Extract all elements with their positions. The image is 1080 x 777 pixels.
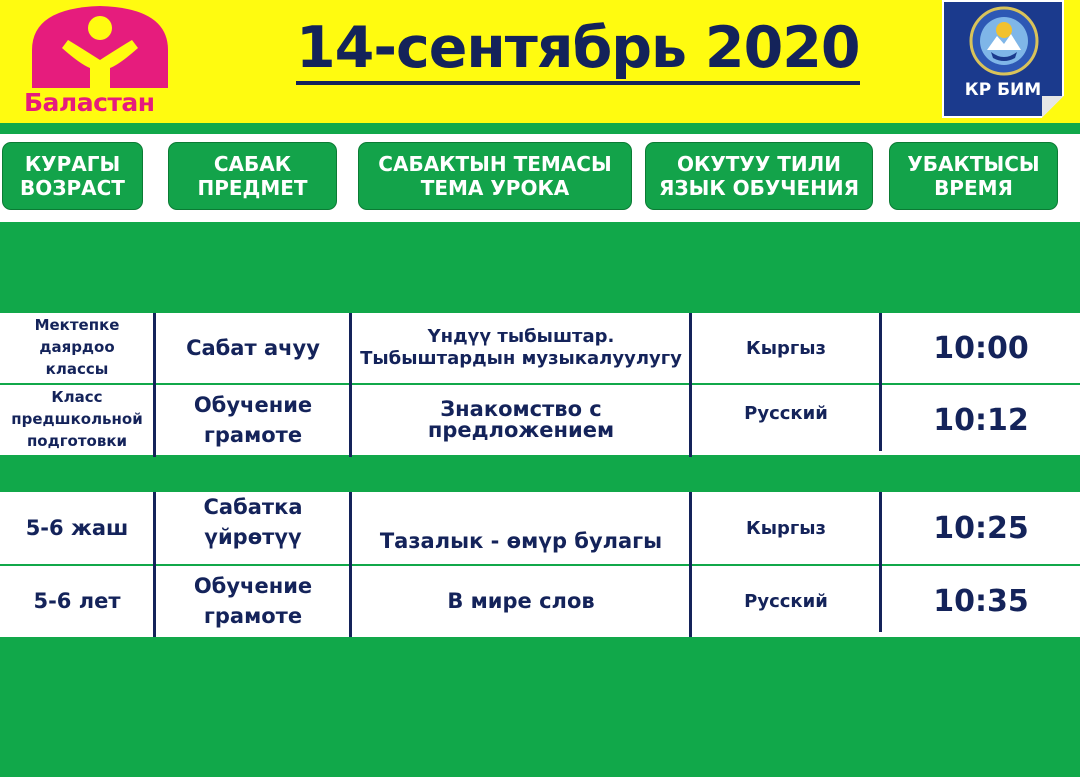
- language-cell: [692, 492, 880, 564]
- topic-cell: [352, 492, 690, 564]
- topic-line: В мире слов: [447, 588, 595, 613]
- topic-cell: [352, 385, 690, 455]
- column-header-line: ТЕМА УРОКА: [420, 176, 570, 200]
- age-line: предшкольной: [11, 410, 143, 429]
- subject-cell: [156, 385, 350, 455]
- column-header-line: ЯЗЫК ОБУЧЕНИЯ: [658, 176, 859, 200]
- table-row: [0, 313, 1080, 385]
- topic-line: Знакомство с: [440, 397, 602, 421]
- topic-line: предложением: [427, 418, 615, 442]
- column-header-line: УБАКТЫСЫ: [907, 151, 1040, 176]
- subject-line: үйрөтүү: [204, 525, 302, 550]
- age-cell: [0, 566, 154, 636]
- age-line: 5-6 лет: [33, 589, 121, 613]
- subject-line: Обучение: [193, 573, 313, 598]
- time-cell: [882, 566, 1080, 636]
- page-fold: [1042, 96, 1064, 118]
- time-value: 10:35: [933, 583, 1029, 619]
- ministry-label: КР БИМ: [964, 80, 1042, 100]
- time-cell: [882, 313, 1080, 383]
- table-row: [0, 492, 1080, 566]
- column-divider: [879, 492, 882, 632]
- column-divider: [153, 313, 156, 457]
- column-divider: [349, 492, 352, 637]
- age-cell: [0, 313, 154, 383]
- column-divider: [349, 313, 352, 457]
- column-header-language: [645, 142, 873, 210]
- time-cell: [882, 492, 1080, 564]
- subject-line: Обучение: [193, 392, 313, 417]
- language-value: Русский: [744, 403, 828, 424]
- age-cell: [0, 492, 154, 564]
- column-divider: [689, 313, 692, 457]
- column-header-line: ВРЕМЯ: [934, 176, 1013, 200]
- language-cell: [692, 566, 880, 636]
- topic-line: Тазалык - өмүр булагы: [379, 529, 663, 553]
- subject-cell: [156, 566, 350, 636]
- subject-line: грамоте: [203, 423, 303, 447]
- topic-cell: [352, 313, 690, 383]
- time-value: 10:12: [933, 402, 1029, 438]
- subject-line: Сабат ачуу: [186, 335, 320, 360]
- time-value: 10:25: [933, 510, 1029, 546]
- language-cell: [692, 313, 880, 383]
- age-line: классы: [45, 359, 109, 378]
- column-header-line: КУРАГЫ: [24, 151, 121, 176]
- subject-line: грамоте: [203, 604, 303, 628]
- page-title: 14-сентябрь 2020: [296, 20, 860, 85]
- table-row: [0, 385, 1080, 457]
- brand-name: Баластан: [24, 88, 155, 117]
- column-divider: [689, 492, 692, 637]
- topic-line: Тыбыштардын музыкалуулугу: [360, 348, 682, 369]
- language-value: Кыргыз: [745, 337, 826, 359]
- age-line: 5-6 жаш: [25, 516, 129, 540]
- column-header-subject: [168, 142, 337, 210]
- column-divider: [879, 313, 882, 451]
- time-cell: [882, 385, 1080, 455]
- column-header-age: [2, 142, 143, 210]
- header-banner: [0, 0, 1080, 123]
- column-header-time: [889, 142, 1058, 210]
- schedule-block: [0, 492, 1080, 637]
- column-header-line: САБАКТЫН ТЕМАСЫ: [378, 151, 612, 176]
- subject-cell: [156, 492, 350, 564]
- subject-cell: [156, 313, 350, 383]
- age-line: даярдоо: [39, 338, 115, 357]
- language-value: Русский: [744, 590, 828, 612]
- ministry-badge: [942, 0, 1064, 118]
- column-header-topic: [358, 142, 632, 210]
- age-cell: [0, 385, 154, 455]
- age-line: подготовки: [26, 431, 128, 450]
- age-line: Мектепке: [34, 316, 120, 335]
- state-emblem-icon: [969, 6, 1039, 76]
- divider: [0, 123, 1080, 134]
- topic-cell: [352, 566, 690, 636]
- age-line: Класс: [51, 388, 103, 407]
- column-header-line: ПРЕДМЕТ: [197, 176, 308, 200]
- schedule-block: [0, 313, 1080, 457]
- table-row: [0, 566, 1080, 637]
- column-divider: [153, 492, 156, 637]
- column-header-line: ОКУТУУ ТИЛИ: [677, 151, 841, 176]
- topic-line: Үндүү тыбыштар.: [427, 326, 615, 348]
- subject-line: Сабатка: [203, 495, 303, 519]
- column-header-line: САБАК: [213, 151, 292, 176]
- column-header-line: ВОЗРАСТ: [20, 176, 125, 200]
- language-value: Кыргыз: [745, 517, 826, 539]
- language-cell: [692, 385, 880, 455]
- time-value: 10:00: [933, 330, 1029, 366]
